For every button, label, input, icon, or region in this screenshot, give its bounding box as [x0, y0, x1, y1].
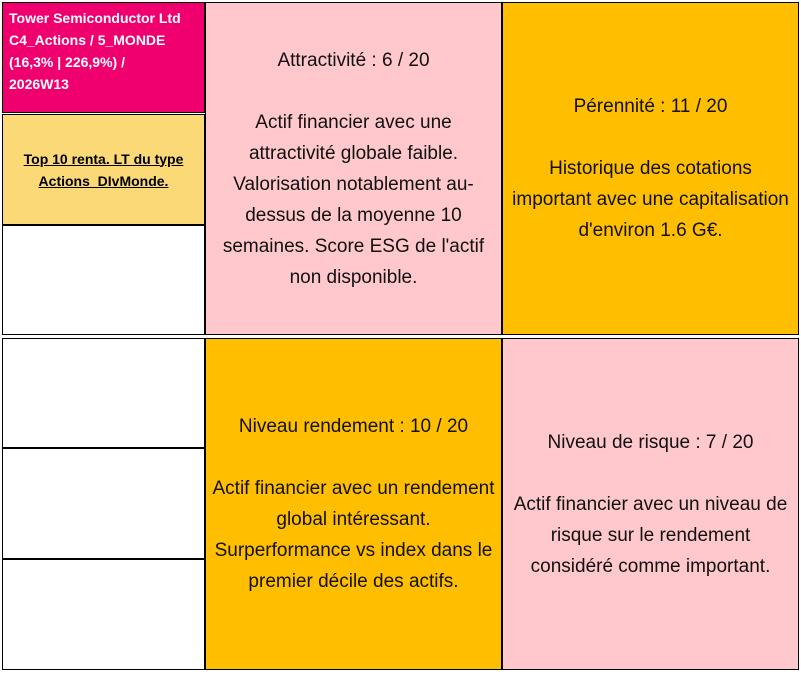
- risque-body: Actif financier avec un niveau de risque sur le rendement considéré comme important.: [513, 493, 788, 577]
- empty-cell-2: [2, 338, 205, 448]
- perennite-body: Historique des cotations important avec une capitalisation d'environ 1.6 G€.: [512, 158, 789, 241]
- ranking-block: [2, 114, 205, 225]
- rendement-heading: Niveau rendement : 10 / 20: [238, 416, 469, 437]
- attractivite-block: [205, 2, 502, 335]
- asset-performance: (16,3% | 226,9%) /: [9, 54, 125, 70]
- asset-week: 2026W13: [9, 76, 69, 92]
- ranking-link[interactable]: Top 10 renta. LT du type Actions_DIvMonde.: [23, 150, 184, 189]
- empty-cell-4: [2, 559, 205, 670]
- rendement-block: [205, 338, 502, 670]
- risque-heading: Niveau de risque : 7 / 20: [547, 431, 754, 453]
- attractivite-body: Actif financier avec une attractivité globale faible. Valorisation notablement au-dessus de la moyenne 10 semaines. Score ESG de l'actif non disponible.: [222, 111, 485, 288]
- attractivite-heading: Attractivité : 6 / 20: [277, 49, 430, 71]
- perennite-block: [502, 2, 799, 335]
- asset-title-block: [2, 2, 205, 113]
- empty-cell-3: [2, 448, 205, 559]
- risque-block: [502, 338, 799, 670]
- empty-cell-1: [2, 225, 205, 335]
- perennite-heading: Pérennité : 11 / 20: [573, 96, 728, 117]
- asset-category: C4_Actions / 5_MONDE: [9, 32, 166, 48]
- rendement-body: Actif financier avec un rendement global intéressant. Surperformance vs index dans le premier décile des actifs.: [212, 478, 495, 592]
- asset-name: Tower Semiconductor Ltd: [9, 10, 181, 26]
